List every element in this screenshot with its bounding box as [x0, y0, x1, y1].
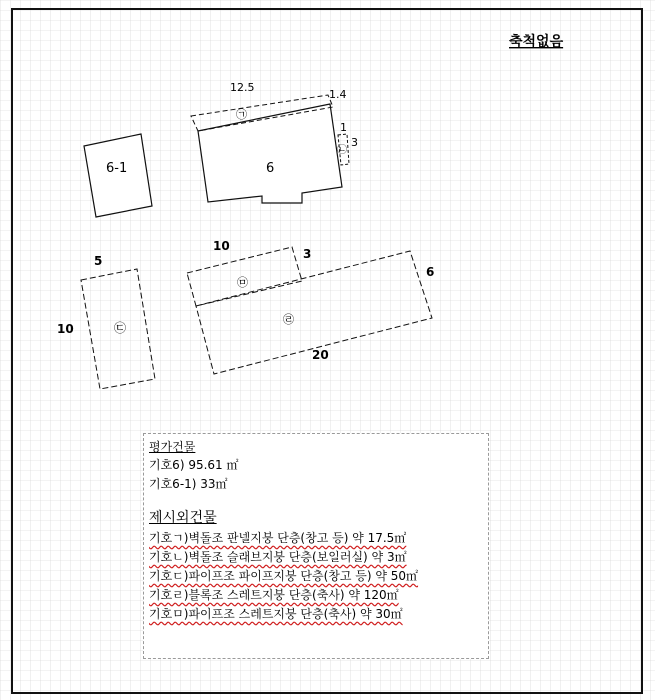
evaluated-building-row: 기호6) 95.61 ㎡: [149, 458, 239, 472]
dim-mieum-width: 3: [303, 247, 312, 261]
annex-giyeok-label: ㉠: [236, 108, 247, 121]
excluded-building-row: 기호ㄱ)벽돌조 판넬지붕 단층(창고 등) 약 17.5㎡: [149, 531, 407, 545]
dim-digeut-length: 10: [57, 322, 74, 336]
dim-rieul-width: 6: [426, 265, 435, 279]
annex-mieum-label: ㉤: [237, 276, 248, 289]
area-legend-box: [143, 433, 489, 659]
annex-nieun-label: ㉡: [337, 145, 347, 156]
dim-giyeok-width: 1.4: [329, 88, 347, 101]
dim-rieul-length: 20: [312, 348, 329, 362]
annex-digeut-label: ㉢: [114, 321, 127, 335]
building-6-1-label: 6-1: [106, 161, 128, 176]
excluded-building-row: 기호ㄹ)블록조 스레트지붕 단층(축사) 약 120㎡: [149, 588, 399, 602]
annex-rieul-label: ㉣: [283, 313, 294, 326]
evaluated-buildings-heading: 평가건물: [149, 440, 196, 454]
scale-note: 축척없음: [509, 34, 564, 50]
building-6-label: 6: [266, 161, 275, 176]
dim-digeut-width: 5: [94, 254, 103, 268]
dim-nieun-length: 3: [351, 136, 358, 149]
dim-mieum-length: 10: [213, 239, 230, 253]
excluded-building-row: 기호ㅁ)파이프조 스레트지붕 단층(축사) 약 30㎡: [149, 607, 403, 621]
evaluated-building-row: 기호6-1) 33㎡: [149, 477, 228, 491]
excluded-building-row: 기호ㄷ)파이프조 파이프지붕 단층(창고 등) 약 50㎡: [149, 569, 419, 583]
excluded-building-row: 기호ㄴ)벽돌조 슬래브지붕 단층(보일러실) 약 3㎡: [149, 550, 407, 564]
dim-nieun-width: 1: [340, 121, 347, 134]
dim-giyeok-length: 12.5: [230, 81, 255, 94]
excluded-buildings-heading: 제시외건물: [149, 510, 217, 526]
